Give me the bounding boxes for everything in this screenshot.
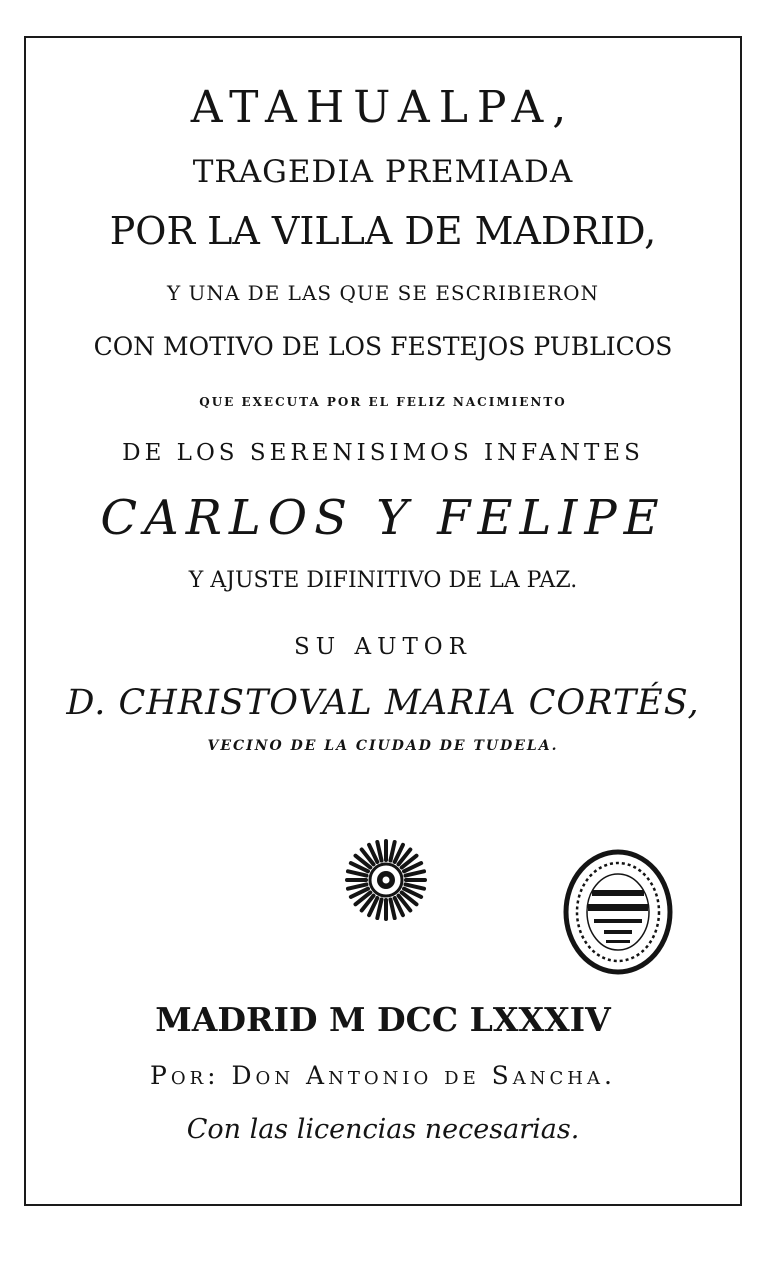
- ornament-ray: [348, 871, 367, 875]
- library-stamp-icon: [560, 846, 676, 978]
- book-title: ATAHUALPA,: [190, 82, 576, 133]
- imprint-license: Con las licencias necesarias.: [186, 1114, 580, 1145]
- ornament-ray: [406, 884, 425, 888]
- ornament-ray: [406, 871, 425, 875]
- printer-ornament-icon: [344, 838, 428, 922]
- author-residence: VECINO DE LA CIUDAD DE TUDELA.: [207, 738, 559, 754]
- subtitle-line-3: Y UNA DE LAS QUE SE ESCRIBIERON: [166, 281, 600, 305]
- ornament-ray: [377, 900, 381, 919]
- ornament-ray: [390, 842, 394, 861]
- infantes-names: CARLOS Y FELIPE: [100, 490, 666, 546]
- author-name: D. CHRISTOVAL MARIA CORTÉS,: [66, 683, 700, 723]
- subtitle-line-4: CON MOTIVO DE LOS FESTEJOS PUBLICOS: [93, 332, 673, 361]
- imprint-place-date: MADRID M DCC LXXXIV: [155, 1000, 611, 1039]
- ornament-ray: [390, 900, 394, 919]
- subtitle-line-1: TRAGEDIA PREMIADA: [192, 154, 574, 190]
- author-heading: SU AUTOR: [294, 634, 472, 660]
- imprint-printer: Por: Don Antonio de Sancha.: [150, 1061, 616, 1090]
- subtitle-line-5: QUE EXECUTA POR EL FELIZ NACIMIENTO: [199, 395, 567, 409]
- subtitle-line-6: DE LOS SERENISIMOS INFANTES: [122, 440, 644, 466]
- subtitle-line-7: Y AJUSTE DIFINITIVO DE LA PAZ.: [188, 568, 578, 593]
- ornament-ray: [377, 842, 381, 861]
- ornament-ray: [348, 884, 367, 888]
- subtitle-line-2: POR LA VILLA DE MADRID,: [109, 209, 657, 253]
